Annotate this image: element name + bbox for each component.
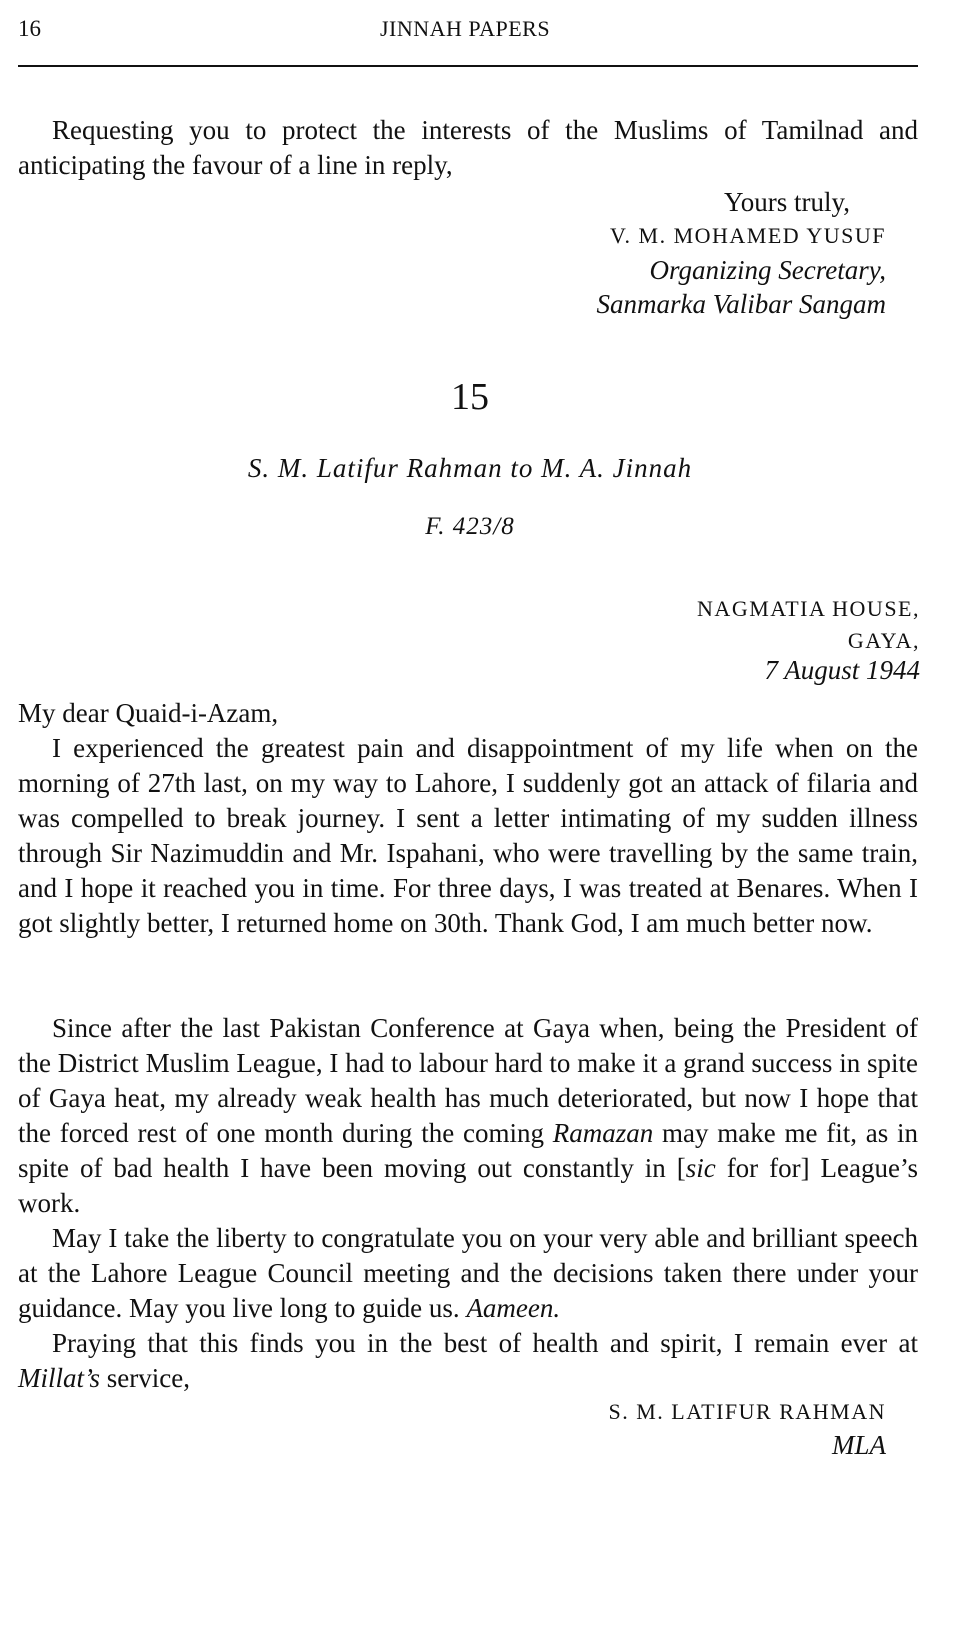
letter-date: 7 August 1944 [764,655,920,685]
paragraph-4-text-b: service, [100,1363,190,1393]
previous-letter-closing: Requesting you to protect the interests of the Muslims of Tamilnad and anticipating the favour of a line in reply, [18,115,918,180]
document-number: 15 [451,376,489,418]
previous-signatory: V. M. MOHAMED YUSUF [609,223,886,248]
paragraph-2-text-c: for for] League’s work. [18,1153,918,1218]
paragraph-2-text-b: may make me fit, as in spite of bad health I have been moving out constantly in [ [18,1118,918,1183]
running-head: JINNAH PAPERS [379,16,551,41]
designation: MLA [832,1430,886,1460]
page-number: 16 [18,16,41,41]
paragraph-2-italic-sic: sic [685,1153,716,1183]
paragraph-4-text-a: Praying that this finds you in the best of health and spirit, I remain ever at [52,1328,918,1358]
previous-position: Organizing Secretary, [649,255,886,285]
paragraph-4-italic-millat: Millat’s [18,1363,101,1393]
salutation: My dear Quaid-i-Azam, [18,698,279,728]
paragraph-3 [18,1221,918,1326]
previous-valediction: Yours truly, [723,187,850,217]
paragraph-2-italic-ramazan: Ramazan [552,1118,654,1148]
paragraph-1: I experienced the greatest pain and disappointment of my life when on the morning of 27th last, on my way to Lahore, I suddenly got an attack of filaria and was compelled to break journey. I sent a letter intimating of my sudden illness through Sir Nazimuddin and Mr. Ispahani, who were travelling by the same train, and I hope it reached you in time. For three days, I was treated at Benares. When I got slightly better, I returned home on 30th. Thank God, I am much better now. [18,733,918,938]
file-reference: F. 423/8 [425,513,515,540]
header-rule [18,65,918,67]
paragraph-2 [18,1011,918,1221]
previous-organization: Sanmarka Valibar Sangam [596,289,886,319]
paragraph-4 [18,1326,918,1396]
paragraph-3-italic-aameen: Aameen. [466,1293,561,1323]
paragraph-2-text-a: Since after the last Pakistan Conference at Gaya when, being the President of the District Muslim League, I had to labour hard to make it a grand success in spite of Gaya heat, my already weak health has much deteriorated, but now I hope that the forced rest of one month during the coming [18,1013,918,1148]
paragraph-3-text: May I take the liberty to congratulate you on your very able and brilliant speech at the Lahore League Council meeting and the decisions taken there under your guidance. May you live long to guide us. [18,1223,918,1323]
address-line-2: GAYA, [847,628,920,653]
address-line-1: NAGMATIA HOUSE, [697,596,920,621]
signatory: S. M. LATIFUR RAHMAN [608,1399,886,1424]
document-title: S. M. Latifur Rahman to M. A. Jinnah [247,453,693,483]
